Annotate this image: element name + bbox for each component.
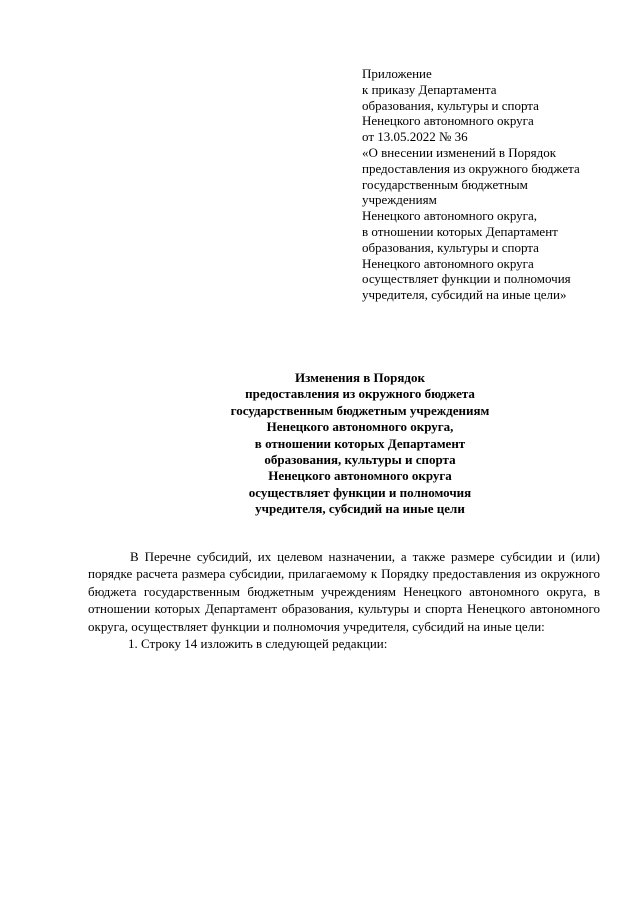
annex-line: образования, культуры и спорта <box>362 97 539 113</box>
title-line: Изменения в Порядок <box>294 370 425 385</box>
annex-line: Приложение <box>362 66 432 81</box>
title-line: осуществляет функции и полномочия <box>248 484 472 500</box>
annex-line: осуществляет функции и полномочия <box>362 271 571 287</box>
title-line: Ненецкого автономного округа <box>268 468 452 484</box>
annex-line: учредителя, субсидий на иные цели» <box>362 287 567 303</box>
document-body <box>88 548 600 652</box>
title-line: Ненецкого автономного округа, <box>266 419 454 435</box>
annex-line: в отношении которых Департамент <box>362 223 558 239</box>
annex-line: к приказу Департамента <box>362 81 497 97</box>
annex-line: от 13.05.2022 № 36 <box>362 129 468 145</box>
title-line: государственным бюджетным учреждениям <box>230 402 490 418</box>
title-line: предоставления из окружного бюджета <box>245 386 475 402</box>
document-title <box>0 370 640 518</box>
annex-line: «О внесении изменений в Порядок <box>362 144 557 160</box>
annex-line: образования, культуры и спорта <box>362 239 539 255</box>
body-paragraph: В Перечне субсидий, их целевом назначении, а также размере субсидии и (или) порядке расчета размера субсидии, прилагаемому к Порядку предоставления из окружного бюджета государственным бюджетным учреждениям Ненецкого автономного округа, в отношении которых Департамент образования, культуры и спорта Ненецкого автономного округа, осуществляет функции и полномочия учредителя, субсидий на иные цели: <box>88 549 600 634</box>
annex-line: учреждениям <box>362 192 437 208</box>
list-item: 1. Строку 14 изложить в следующей редакции: <box>128 636 388 652</box>
annex-header <box>362 66 632 303</box>
title-line: образования, культуры и спорта <box>264 452 456 468</box>
title-line: в отношении которых Департамент <box>254 435 466 451</box>
annex-line: предоставления из окружного бюджета <box>362 160 580 176</box>
annex-line: Ненецкого автономного округа, <box>362 208 537 224</box>
title-line: учредителя, субсидий на иные цели <box>255 501 465 517</box>
annex-line: Ненецкого автономного округа <box>362 113 534 129</box>
annex-line: Ненецкого автономного округа <box>362 255 534 271</box>
annex-line: государственным бюджетным <box>362 176 528 192</box>
